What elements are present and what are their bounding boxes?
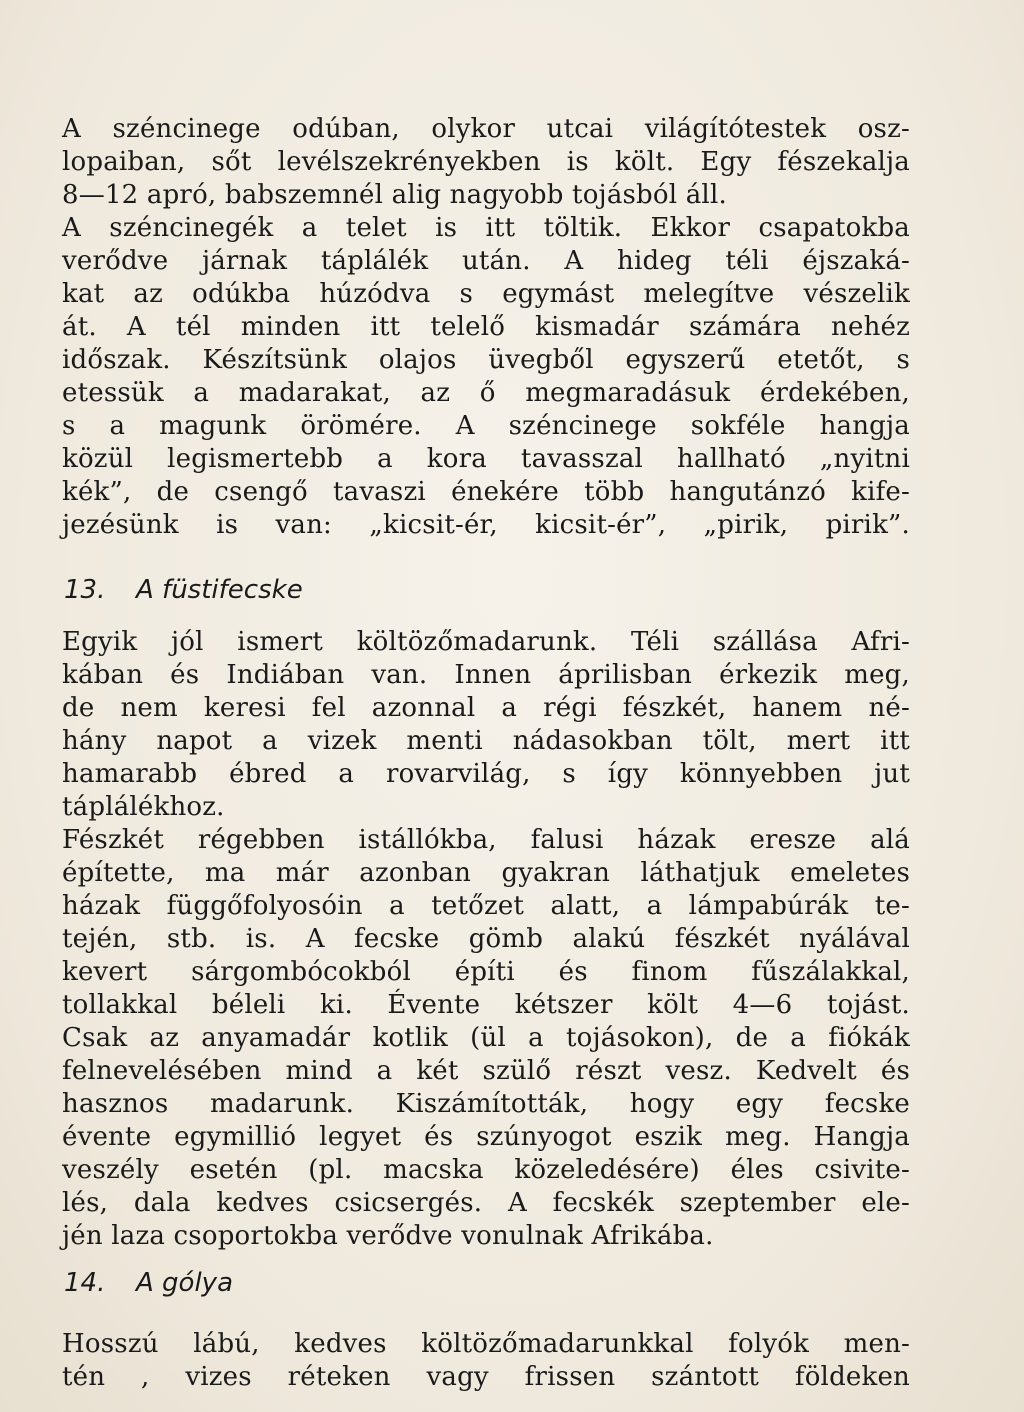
- text-line: 8—12 apró, babszemnél alig nagyobb tojásból áll.: [62, 180, 727, 210]
- text-line: tollakkal béleli ki. Évente kétszer költ 4—6 tojást.: [62, 990, 910, 1020]
- text-line: Hosszú lábú, kedves költözőmadarunkkal folyók men-: [62, 1329, 910, 1359]
- paragraph-golya: [62, 1328, 910, 1394]
- text-line: A széncinegék a telet is itt töltik. Ekkor csapatokba: [62, 213, 910, 243]
- text-line: kában és Indiában van. Innen áprilisban érkezik meg,: [62, 660, 910, 690]
- text-line: kevert sárgombócokból építi és finom fűszálakkal,: [62, 957, 910, 987]
- text-line: kat az odúkba húzódva s egymást melegítve vészelik: [62, 279, 910, 309]
- text-line: Csak az anyamadár kotlik (ül a tojásokon), de a fiókák: [62, 1023, 910, 1053]
- text-line: táplálékhoz.: [62, 792, 225, 822]
- text-line: házak függőfolyosóin a tetőzet alatt, a lámpabúrák te-: [62, 891, 910, 921]
- text-line: időszak. Készítsünk olajos üvegből egyszerű etetőt, s: [62, 345, 910, 375]
- text-line: jén laza csoportokba verődve vonulnak Afrikába.: [62, 1221, 714, 1251]
- text-line: hány napot a vizek menti nádasokban tölt, mert itt: [62, 726, 910, 756]
- paragraph-fustifecske-nest: [62, 824, 910, 1253]
- text-line: építette, ma már azonban gyakran láthatjuk emeletes: [62, 858, 910, 888]
- text-line: de nem keresi fel azonnal a régi fészkét, hanem né-: [62, 693, 910, 723]
- text-line: lés, dala kedves csicsergés. A fecskék szeptember ele-: [62, 1188, 910, 1218]
- text-line: át. A tél minden itt telelő kismadár számára nehéz: [62, 312, 910, 342]
- text-line: veszély esetén (pl. macska közeledésére) éles csivite-: [62, 1155, 910, 1185]
- text-line: Fészkét régebben istállókba, falusi házak eresze alá: [62, 825, 910, 855]
- text-line: verődve járnak táplálék után. A hideg téli éjszaká-: [62, 246, 910, 276]
- text-line: etessük a madarakat, az ő megmaradásuk érdekében,: [62, 378, 910, 408]
- text-line: A széncinege odúban, olykor utcai világítótestek osz-: [62, 114, 910, 144]
- text-line: tején, stb. is. A fecske gömb alakú fészkét nyálával: [62, 924, 910, 954]
- section-number: 13.: [64, 575, 106, 605]
- text-line: hamarabb ébred a rovarvilág, s így könnyebben jut: [62, 759, 910, 789]
- text-line: Egyik jól ismert költözőmadarunk. Téli szállása Afri-: [62, 627, 910, 657]
- section-heading-14: [64, 1266, 233, 1300]
- text-line: s a magunk örömére. A széncinege sokféle hangja: [62, 411, 910, 441]
- text-line: évente egymillió legyet és szúnyogot eszik meg. Hangja: [62, 1122, 910, 1152]
- text-line: kék”, de csengő tavaszi énekére több hangutánzó kife-: [62, 477, 910, 507]
- paragraph-szencinege: [62, 113, 910, 542]
- section-heading-13: [64, 573, 303, 607]
- text-line: felnevelésében mind a két szülő részt vesz. Kedvelt és: [62, 1056, 910, 1086]
- text-line: közül legismertebb a kora tavasszal hallható „nyitni: [62, 444, 910, 474]
- text-line: hasznos madarunk. Kiszámították, hogy egy fecske: [62, 1089, 910, 1119]
- section-number: 14.: [64, 1268, 106, 1298]
- paragraph-fustifecske-intro: [62, 626, 910, 824]
- text-line: lopaiban, sőt levélszekrényekben is költ. Egy fészekalja: [62, 147, 910, 177]
- text-line: tén , vizes réteken vagy frissen szántott földeken: [62, 1362, 910, 1392]
- section-title: A füstifecske: [136, 575, 303, 605]
- text-line: jezésünk is van: „kicsit-ér, kicsit-ér”, „pirik, pirik”.: [62, 510, 910, 540]
- section-title: A gólya: [136, 1268, 234, 1298]
